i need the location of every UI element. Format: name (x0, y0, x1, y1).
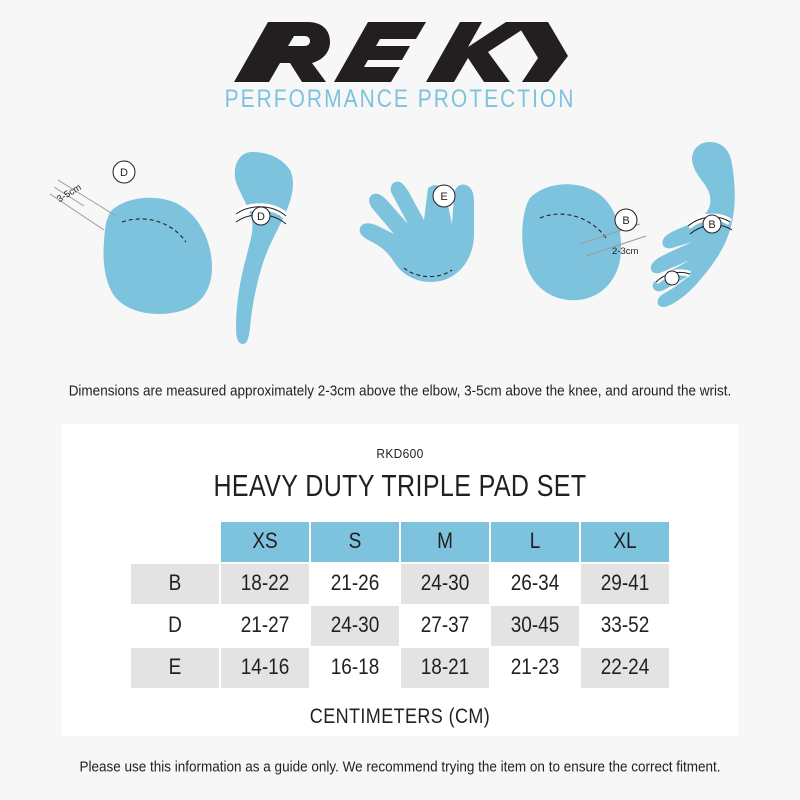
size-chart-card (62, 424, 738, 736)
cell-b-m-text: 24-30 (420, 571, 470, 596)
svg-text:2-3cm: 2-3cm (612, 246, 639, 257)
size-header-l (491, 522, 579, 562)
rekd-logo (230, 18, 570, 84)
svg-text:3-5cm: 3-5cm (55, 182, 84, 206)
cell-e-l-text: 21-23 (510, 655, 560, 680)
footer-note: Please use this information as a guide only. We recommend trying the item on to ensure the correct fitment. (79, 758, 721, 775)
row-label-e-text: E (168, 655, 182, 680)
cell-b-xs (221, 564, 309, 604)
table-row (131, 564, 669, 604)
cell-d-xl-text: 33-52 (600, 613, 650, 638)
size-header-m-label: M (437, 529, 453, 554)
svg-text:B: B (708, 219, 716, 231)
size-header-xs-label: XS (252, 529, 278, 554)
cell-e-xl (581, 648, 669, 688)
product-title: HEAVY DUTY TRIPLE PAD SET (213, 469, 587, 504)
cell-e-l (491, 648, 579, 688)
cell-d-m (401, 606, 489, 646)
cell-e-xs-text: 14-16 (240, 655, 290, 680)
size-header-xs (221, 522, 309, 562)
row-label-d-text: D (168, 613, 182, 638)
table-corner-cell (131, 522, 219, 562)
cell-d-l-text: 30-45 (510, 613, 560, 638)
cell-d-l (491, 606, 579, 646)
size-header-m (401, 522, 489, 562)
cell-d-xs-text: 21-27 (240, 613, 290, 638)
cell-b-l (491, 564, 579, 604)
table-header-row (131, 522, 669, 562)
table-row (131, 606, 669, 646)
brand-header (0, 18, 800, 114)
row-label-e (131, 648, 219, 688)
cell-e-s-text: 16-18 (330, 655, 380, 680)
cell-b-xl (581, 564, 669, 604)
svg-text:D: D (120, 167, 128, 179)
cell-b-s (311, 564, 399, 604)
cell-e-s (311, 648, 399, 688)
brand-tagline: PERFORMANCE PROTECTION (224, 86, 576, 114)
cell-e-m-text: 18-21 (420, 655, 470, 680)
cell-e-m (401, 648, 489, 688)
size-header-xl-label: XL (613, 529, 637, 554)
svg-text:D: D (257, 211, 265, 223)
row-label-b (131, 564, 219, 604)
svg-text:B: B (622, 215, 630, 227)
size-header-s-label: S (348, 529, 362, 554)
size-header-s (311, 522, 399, 562)
cell-d-s (311, 606, 399, 646)
size-header-l-label: L (529, 529, 541, 554)
cell-d-s-text: 24-30 (330, 613, 380, 638)
svg-text:E: E (440, 191, 448, 203)
dimensions-note: Dimensions are measured approximately 2-3cm above the elbow, 3-5cm above the knee, and around the wrist. (68, 382, 732, 399)
table-row (131, 648, 669, 688)
units-label: CENTIMETERS (CM) (309, 704, 491, 728)
row-label-b-text: B (168, 571, 182, 596)
product-sku: RKD600 (376, 446, 424, 462)
cell-e-xl-text: 22-24 (600, 655, 650, 680)
cell-b-s-text: 21-26 (330, 571, 380, 596)
cell-d-xl (581, 606, 669, 646)
cell-d-m-text: 27-37 (420, 613, 470, 638)
illustration-row (0, 138, 800, 358)
size-table (129, 520, 671, 690)
cell-b-xl-text: 29-41 (600, 571, 650, 596)
cell-e-xs (221, 648, 309, 688)
body-part-illustrations (0, 138, 800, 358)
cell-b-xs-text: 18-22 (240, 571, 290, 596)
cell-b-l-text: 26-34 (510, 571, 560, 596)
row-label-d (131, 606, 219, 646)
cell-d-xs (221, 606, 309, 646)
cell-b-m (401, 564, 489, 604)
size-header-xl (581, 522, 669, 562)
